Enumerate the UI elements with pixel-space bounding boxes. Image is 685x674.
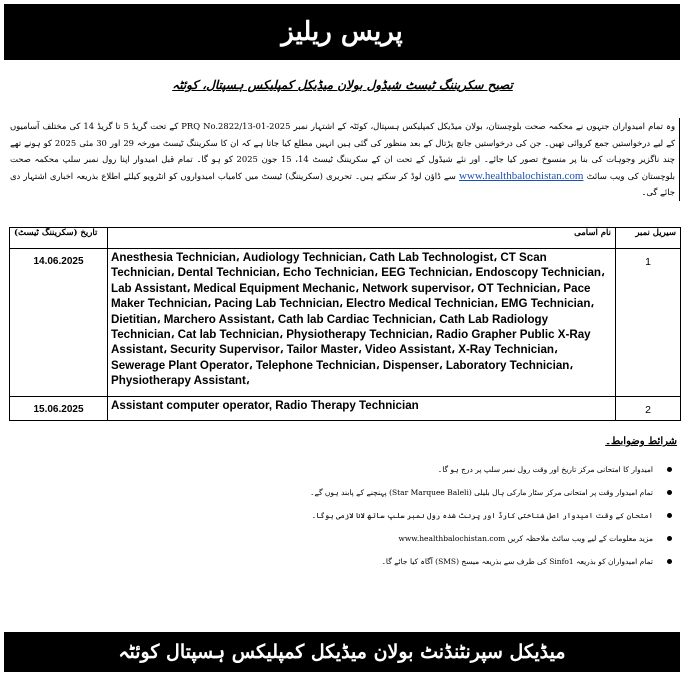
intro-text: وہ تمام امیدواران جنہوں نے محکمہ صحت بلوچستان، بولان میڈیکل کمپلیکس ہسپتال، کوئٹہ کے اشتہار نمبر PRQ No.2822/13-01-2025 کے تحت گریڈ 5 تا گریڈ 14 کی مختلف آسامیوں کے لیے درخواستیں جمع کروائی تھیں۔ جن کی درخواستیں جانچ پڑتال کے بعد منظور کی گئی ہیں انہیں مطلع کیا جاتا ہے کہ ان کا سکریننگ ٹیسٹ مورخہ 29 اور 30 مئی 2025 کو ہونے تھے چند ناگزیر وجوہات کی بنا پر منسوخ تصور کیا جائے۔ اور نئے شیڈول کے تحت ان کے سکریننگ ٹیسٹ 14، 15 جون 2025 کو ہو گا۔ تمام قبل امیدوار اپنا رول نمبر سلپ محکمہ صحت بلوچستان کی ویب سائٹ bbox=[10, 121, 675, 181]
list-item bbox=[37, 504, 677, 527]
row-posts: Anesthesia Technician، Audiology Technician، Cath Lab Technologist، CT Scan Technician، Dental Technician، Echo Technician، EEG Technician، Endoscopy Technician، Lab Assistant، Medical Equipment Mechanic، Network supervisor، OT Technician، Pace Maker Technician، Pacing Lab Technician، Electro Medical Technician، EMG Technician، Dietitian، Marchero Assistant، Cath lab Cardiac Technician، Cath Lab Radiology Technician، Cat lab Technician، Physiotherapy Technician، Radio Grapher Public X-Ray Assistant، Security Supervisor، Tailor Master، Video Assistant، X-Ray Technician، Sewerage Plant Operator، Telephone Technician، Dispenser، Laboratory Technician، Physiotherapy Assistant، bbox=[108, 249, 616, 397]
header-post-name: نام آسامی bbox=[108, 228, 616, 249]
list-item bbox=[37, 481, 677, 504]
conditions-list bbox=[37, 458, 677, 573]
list-item bbox=[37, 527, 677, 550]
list-item bbox=[37, 458, 677, 481]
website-link[interactable]: www.healthbalochistan.com bbox=[458, 169, 584, 182]
list-item bbox=[37, 550, 677, 573]
header-serial: سیریل نمبر bbox=[616, 228, 681, 249]
schedule-table bbox=[9, 227, 681, 421]
bullet-icon bbox=[667, 467, 672, 472]
condition-text: مزید معلومات کے لیے ویب سائٹ ملاحظہ کریں www.healthbalochistan.com bbox=[398, 534, 653, 543]
intro-paragraph bbox=[10, 118, 680, 201]
intro-text-end: سے ڈاؤن لوڈ کر سکتے ہیں۔ تحریری (سکریننگ) ٹیسٹ میں کامیاب امیدواروں کو انٹرویو کیلئے اطلاع بذریعہ اخباری اشتہار دی جائے گی۔ bbox=[10, 170, 675, 197]
row-date: 15.06.2025 bbox=[10, 397, 108, 421]
condition-text: امیدوار کا امتحانی مرکز تاریخ اور وقت رول نمبر سلپ پر درج ہو گا۔ bbox=[437, 465, 653, 474]
condition-text: تمام امیدوار وقت پر امتحانی مرکز سٹار مارکی ہال بلیلی (Star Marquee Baleli) پہنچنے کے پابند ہوں گے۔ bbox=[310, 488, 653, 497]
header-banner bbox=[4, 4, 680, 60]
table-row bbox=[10, 397, 681, 421]
row-serial: 2 bbox=[616, 397, 681, 421]
bullet-icon bbox=[667, 536, 672, 541]
table-header-row bbox=[10, 228, 681, 249]
table-row bbox=[10, 249, 681, 397]
footer-title: میڈیکل سپرنٹنڈنٹ بولان میڈیکل کمپلیکس ہسپتال کوئٹہ bbox=[118, 641, 566, 663]
bullet-icon bbox=[667, 490, 672, 495]
condition-text: تمام امیدواران کو بذریعہ Sinfo1 کی طرف سے بذریعہ میسج (SMS) آگاہ کیا جائے گا۔ bbox=[381, 557, 653, 566]
header-date: تاریخ (سکریننگ ٹیسٹ) bbox=[10, 228, 108, 249]
footer-banner bbox=[4, 632, 680, 672]
bullet-icon bbox=[667, 513, 672, 518]
condition-text: امتحان کے وقت امیدوار اصل شناختی کارڈ اور پرنٹ شدہ رول نمبر سلپ ساتھ لانا لازمی ہوگا۔ bbox=[311, 511, 653, 520]
conditions-heading: شرائط وضوابط۔ bbox=[605, 436, 677, 447]
row-posts: Assistant computer operator, Radio Therapy Technician bbox=[108, 397, 616, 421]
bullet-icon bbox=[667, 559, 672, 564]
header-title: پریس ریلیز bbox=[281, 17, 403, 47]
subtitle: تصیح سکریننگ ٹیسٹ شیڈول بولان میڈیکل کمپلیکس ہسپتال، کوئٹہ bbox=[172, 78, 513, 92]
row-serial: 1 bbox=[616, 249, 681, 397]
row-date: 14.06.2025 bbox=[10, 249, 108, 397]
